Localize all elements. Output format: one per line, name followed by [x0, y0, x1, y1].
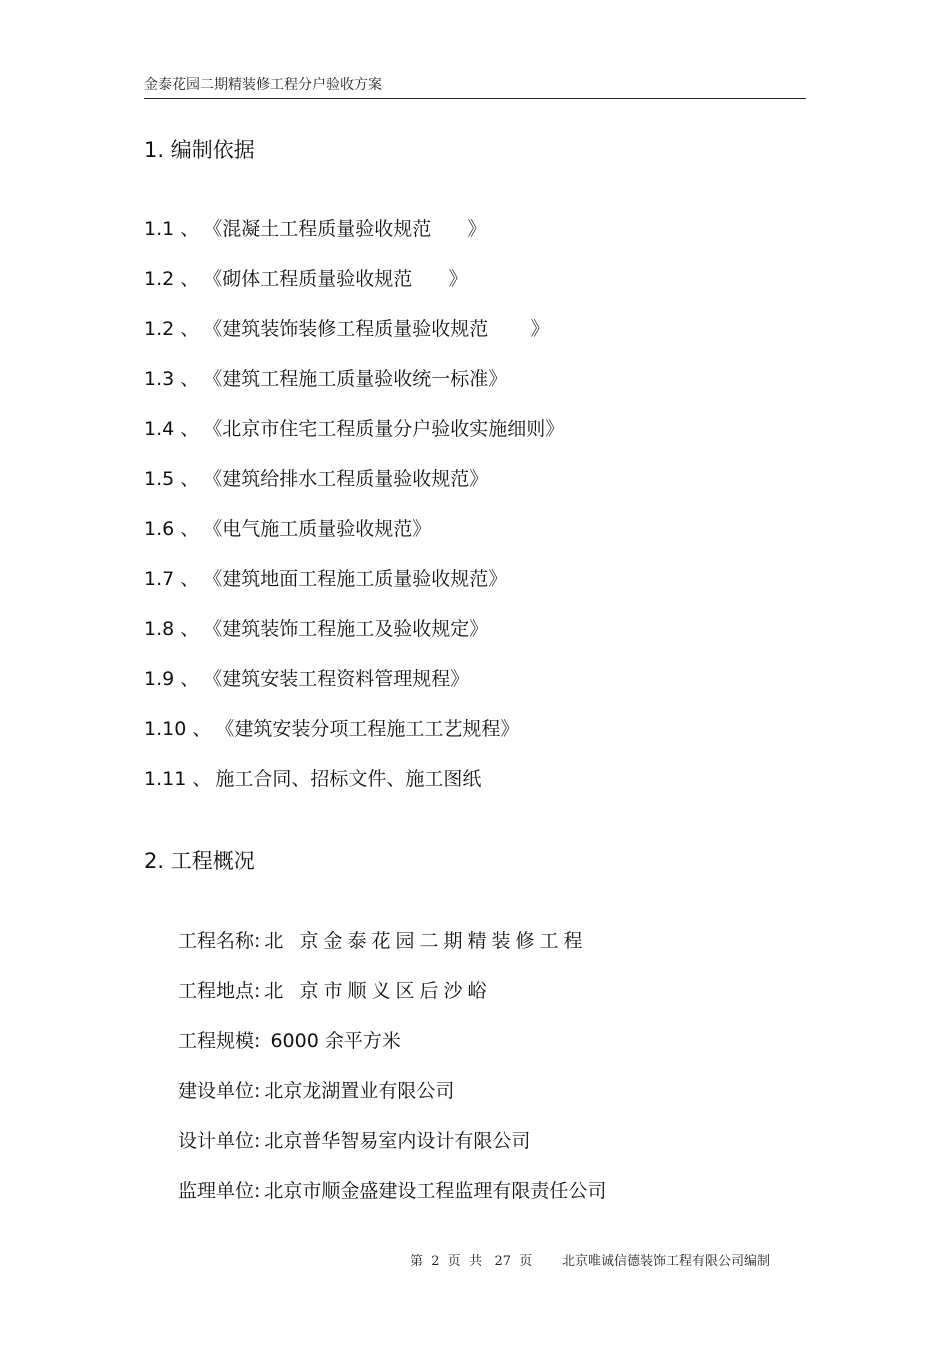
list-item [144, 513, 564, 563]
item-text: 《电气施工质量验收规范》 [203, 518, 432, 540]
list-item [144, 763, 564, 813]
overview-value: 北京市顺金盛建设工程监理有限责任公司 [264, 1180, 607, 1202]
list-item [144, 463, 564, 513]
overview-value: 北京普华智易室内设计有限公司 [264, 1130, 531, 1152]
item-number: 1.11 、 [144, 768, 212, 790]
overview-list [178, 925, 606, 1225]
overview-value: 北 京金泰花园二期精装修工程 [264, 930, 588, 952]
item-number: 1.5 、 [144, 468, 200, 490]
list-item [144, 263, 564, 313]
list-item [144, 613, 564, 663]
item-number: 1.6 、 [144, 518, 200, 540]
basis-list [144, 213, 564, 813]
item-number: 1.9 、 [144, 668, 200, 690]
overview-label: 建设单位: [178, 1080, 261, 1102]
list-item [144, 313, 564, 363]
item-text: 《建筑安装工程资料管理规程》 [203, 668, 470, 690]
section-heading-basis: 1. 编制依据 [144, 138, 255, 162]
overview-label: 监理单位: [178, 1180, 261, 1202]
overview-label: 设计单位: [178, 1130, 261, 1152]
overview-label: 工程地点: [178, 980, 261, 1002]
item-text: 《建筑地面工程施工质量验收规范》 [203, 568, 508, 590]
overview-row-location [178, 975, 606, 1025]
item-text: 《北京市住宅工程质量分户验收实施细则》 [203, 418, 565, 440]
item-text: 《建筑安装分项工程施工工艺规程》 [215, 718, 520, 740]
item-text: 《建筑工程施工质量验收统一标准》 [203, 368, 508, 390]
overview-value: 北 京市顺义区后沙峪 [264, 980, 492, 1002]
item-number: 1.1 、 [144, 218, 200, 240]
list-item [144, 413, 564, 463]
item-number: 1.8 、 [144, 618, 200, 640]
item-text: 《建筑装饰装修工程质量验收规范 》 [203, 318, 550, 340]
item-text: 《混凝土工程质量验收规范 》 [203, 218, 487, 240]
overview-label: 工程规模: [178, 1030, 261, 1052]
overview-row-owner [178, 1075, 606, 1125]
item-number: 1.4 、 [144, 418, 200, 440]
header-title: 金泰花园二期精装修工程分户验收方案 [144, 77, 382, 93]
page-number: 第 2 页 共 27 页 [410, 1254, 533, 1269]
overview-value: 6000 余平方米 [264, 1030, 401, 1052]
item-text: 《建筑给排水工程质量验收规范》 [203, 468, 489, 490]
footer-company: 北京唯诚信德装饰工程有限公司编制 [562, 1254, 771, 1269]
overview-row-scale [178, 1025, 606, 1075]
list-item [144, 713, 564, 763]
list-item [144, 363, 564, 413]
list-item [144, 213, 564, 263]
item-number: 1.10 、 [144, 718, 212, 740]
list-item [144, 563, 564, 613]
item-text: 施工合同、招标文件、施工图纸 [215, 768, 482, 790]
section-heading-overview: 2. 工程概况 [144, 849, 255, 873]
item-number: 1.2 、 [144, 318, 200, 340]
overview-label: 工程名称: [178, 930, 261, 952]
item-number: 1.7 、 [144, 568, 200, 590]
overview-row-name [178, 925, 606, 975]
overview-row-supervisor [178, 1175, 606, 1225]
list-item [144, 663, 564, 713]
header-divider [144, 98, 806, 99]
item-number: 1.2 、 [144, 268, 200, 290]
item-number: 1.3 、 [144, 368, 200, 390]
overview-value: 北京龙湖置业有限公司 [264, 1080, 455, 1102]
item-text: 《砌体工程质量验收规范 》 [203, 268, 468, 290]
overview-row-designer [178, 1125, 606, 1175]
item-text: 《建筑装饰工程施工及验收规定》 [203, 618, 489, 640]
